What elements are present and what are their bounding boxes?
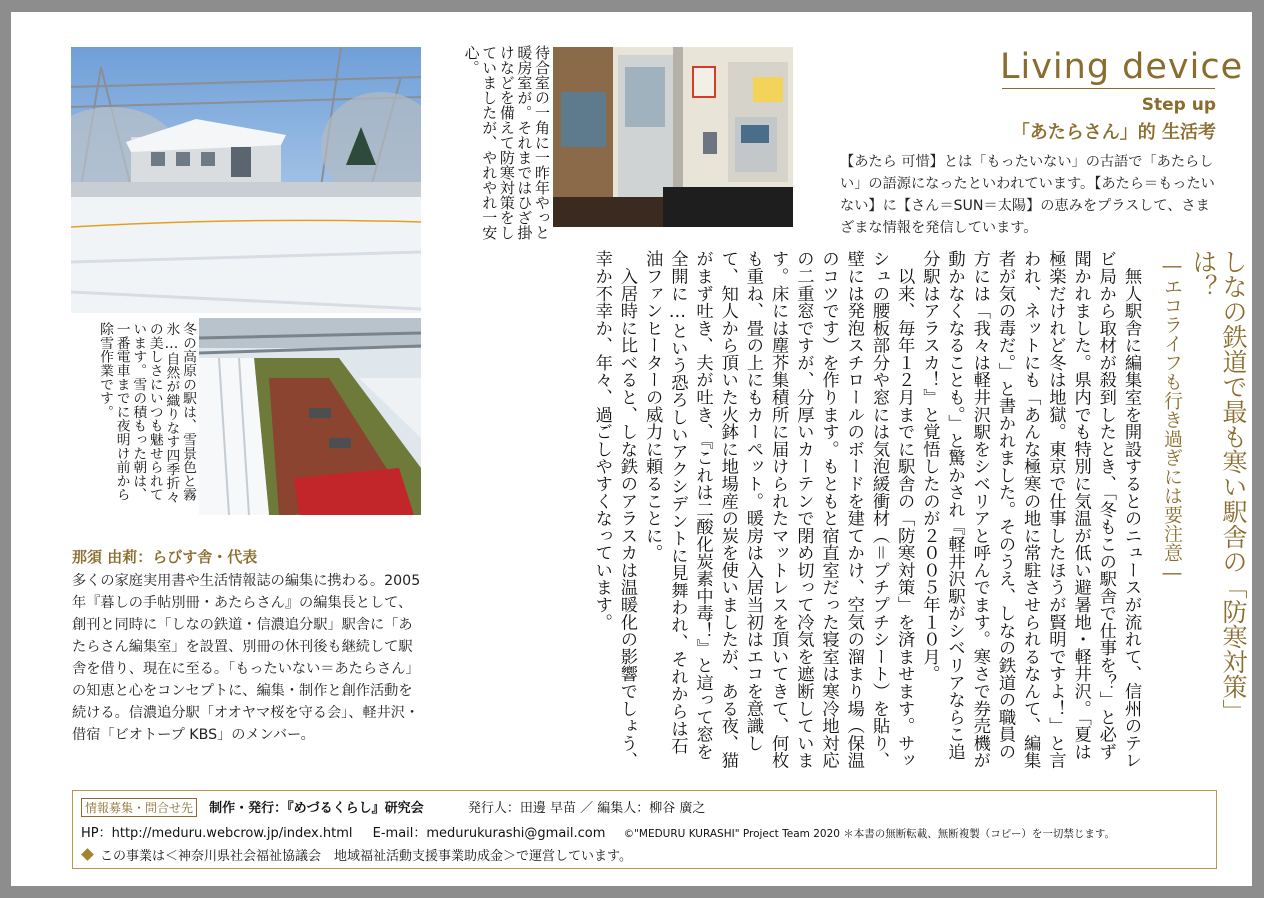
intro-text: 【あたら 可惜】とは「もったいない」の古語で「あたらしい」の語源になったといわれています。【あたら＝もったいない】に【さん＝SUN＝太陽】の恵みをプラスして、さまざまな情報を発信しています。: [840, 154, 1215, 236]
contact-tag: 情報募集・問合せ先: [81, 798, 197, 817]
diamond-bullet-icon: [81, 848, 94, 861]
step-up-label: Step up: [1141, 95, 1216, 115]
copyright-text: ©"MEDURU KURASHI" Project Team 2020 ＊本書の無断転載、無断複製（コピー）を一切禁じます。: [623, 828, 1116, 840]
page-title: Living device: [1000, 47, 1244, 87]
author-bio: 多くの家庭実用書や生活情報誌の編集に携わる。2005年『暮しの手帖別冊・あたらさん』の編集長として、創刊と同時に「しなの鉄道・信濃追分駅」駅舎に「あたらさん編集室」を設置、別冊の休刊後も継続して駅舎を借り、現在に至る。「もったいない＝あたらさん」の知恵と心をコンセプトに、編集・制作と創作活動を続ける。信濃追分駅「オオヤマ桜を守る会」、軽井沢・借宿「ビオトープ KBS」のメンバー。: [72, 573, 421, 743]
footer-row-3: [81, 845, 632, 864]
photo-train-platform: [199, 318, 421, 515]
caption-waiting-room: 待合室の一角に一昨年やっと暖房室が。それまではひざ掛けなどを備えて防寒対策をしていましたが、やれやれ一安心。: [462, 45, 551, 240]
caption-highland-station: 冬の高原の駅は、雪景色と霧氷…自然が織りなす四季折々の美しさにいつも魅せられています。雪の積もった朝は、一番電車までに夜明け前から除雪作業です。: [97, 322, 196, 504]
footer-row-2: [81, 822, 1115, 841]
photo-snowy-station: [71, 47, 421, 313]
title-rule: [1002, 88, 1215, 89]
article-body: 無人駅舎に編集室を開設するとのニュースが流れて、信州のテレビ局から取材が殺到したとき、「冬もこの駅舎で仕事を？」と必ず聞かれました。県内でも特別に気温が低い避暑地・軽井沢。「夏は極楽だけれど冬は地獄。東京で仕事したほうが賢明ですよ！」と言われ、ネットにも「あんな極寒の地に常駐させられるなんて、編集者が気の毒だ。」と書かれました。そのうえ、しなの鉄道の職員の方には「我々は軽井沢駅をシベリアと呼んでます。寒さで券売機が動かなくなることも。」と驚かされ『軽井沢駅がシベリアならこ追分駅はアラスカ！』と覚悟したのが２００５年１０月。 以来、毎年１２月までに駅舎の「防寒対策」を済ませます。サッシュの腰板部分や窓には気泡緩衝材（＝プチプチシート）を貼り、壁には発泡スチロールのボードを建てかけ、空気の溜まり場（保温のコツです）を作ります。もともと宿直室だった寝室は寒冷地対応の二重窓ですが、分厚いカーテンで閉め切って冷気を遮断しています。床には塵芥集積所に届けられたマットレスを頂いてきて、何枚も重ね、畳の上にもカーペット。暖房は入居当初はエコを意識して、知人から頂いた火鉢に地場産の炭を使いましたが、ある夜、猫がまず吐き、夫が吐き、『これは二酸化炭素中毒！』と這って窓を全開に…という恐ろしいアクシデントに見舞われ、それからは石油ファンヒーターの威力に頼ることに。 入居時に比べると、しな鉄のアラスカは温暖化の影響でしょう、幸か不幸か、年々、過ごしやすくなっています。: [591, 250, 1141, 769]
funding-note: この事業は＜神奈川県社会福祉協議会 地域福祉活動支援事業助成金＞で運営しています。: [100, 849, 632, 864]
producer-text: 制作・発行：『めづるくらし』研究会: [209, 801, 424, 816]
publisher-text: 発行人：田邊 早苗 ／ 編集人：柳谷 廣之: [467, 801, 706, 816]
photo-waiting-room: [553, 47, 793, 227]
headline: しなの鉄道で最も寒い駅舎の「防寒対策」は？: [1189, 249, 1248, 724]
subheadline: ―エコライフも行き過ぎには要注意―: [1161, 255, 1183, 584]
column-subtitle: 「あたらさん」的 生活考: [1011, 122, 1216, 143]
email-link[interactable]: E-mail：medurukurashi@gmail.com: [372, 826, 606, 841]
author-name: 那須 由莉：らびす舎・代表: [72, 548, 258, 566]
footer-box: [72, 790, 1217, 869]
homepage-link[interactable]: HP：http://meduru.webcrow.jp/index.html: [81, 826, 353, 841]
footer-row-1: [81, 797, 705, 817]
